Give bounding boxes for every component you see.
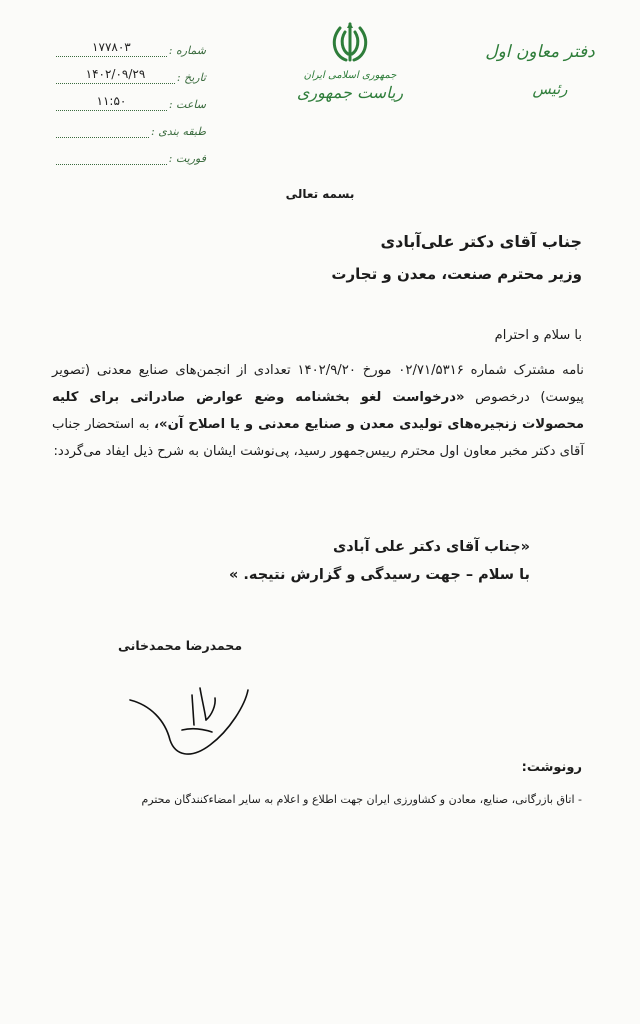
letter-meta (56, 30, 206, 165)
quote-line-1: «جناب آقای دکتر علی آبادی (332, 539, 530, 555)
office-block (470, 42, 610, 98)
body-paragraph-2: به استحضار جناب آقای دکتر مخبر معاون اول محترم رییس‌جمهور رسید، پی‌نوشت ایشان به شرح ذیل ایفاد می‌گردد: (52, 417, 584, 459)
letter-body (52, 357, 584, 465)
cc-item-1: - اتاق بازرگانی، صنایع، معادن و کشاورزی ایران جهت اطلاع و اعلام به سایر امضاءکنندگان محترم (141, 793, 582, 806)
addressee-block (331, 232, 582, 283)
emblem-block (290, 18, 410, 102)
date-value: ۱۴۰۲/۰۹/۲۹ (56, 65, 175, 84)
meta-number-row (56, 30, 206, 57)
signer-name: محمدرضا محمدخانی (118, 638, 243, 653)
addressee-title: وزیر محترم صنعت، معدن و تجارت (331, 265, 582, 283)
priority-label: فوریت : (168, 152, 206, 165)
body-paragraph-1: نامه مشترک شماره ۰۲/۷۱/۵۳۱۶ مورخ ۱۴۰۲/۹/۲۰ تعدادی از انجمن‌های صنایع معدنی (تصویر پیوست) درخصوص (52, 363, 584, 405)
number-label: شماره : (168, 44, 206, 57)
classification-value (56, 119, 149, 138)
meta-date-row (56, 57, 206, 84)
time-value: ۱۱:۵۰ (56, 92, 167, 111)
office-line-1: دفتر معاون اول (485, 42, 595, 62)
quoted-note (229, 539, 530, 583)
invocation: بسمه تعالی (285, 187, 355, 201)
number-value: ۱۷۷۸۰۳ (56, 38, 167, 57)
priority-value (56, 146, 167, 165)
quote-line-2: با سلام – جهت رسیدگی و گزارش نتیجه. » (229, 567, 530, 583)
cc-label: رونوشت: (521, 760, 582, 775)
org-line-1: جمهوری اسلامی ایران (303, 70, 397, 81)
handwritten-signature (120, 670, 260, 765)
classification-label: طبقه بندی : (151, 125, 206, 138)
meta-time-row (56, 84, 206, 111)
body-subject-bold: «درخواست لغو بخشنامه وضع عوارض صادراتی برای کلیه محصولات زنجیره‌های تولیدی معدن و صنایع معدنی و یا اصلاح آن»، (52, 390, 584, 432)
org-line-2: ریاست جمهوری (296, 83, 404, 102)
iran-emblem-icon (326, 18, 374, 66)
meta-priority-row (56, 138, 206, 165)
meta-classification-row (56, 111, 206, 138)
addressee-name: جناب آقای دکتر علی‌آبادی (380, 232, 582, 251)
date-label: تاریخ : (176, 71, 206, 84)
office-line-2: رئیس (532, 80, 568, 98)
greeting: با سلام و احترام (494, 328, 582, 343)
time-label: ساعت : (168, 98, 206, 111)
